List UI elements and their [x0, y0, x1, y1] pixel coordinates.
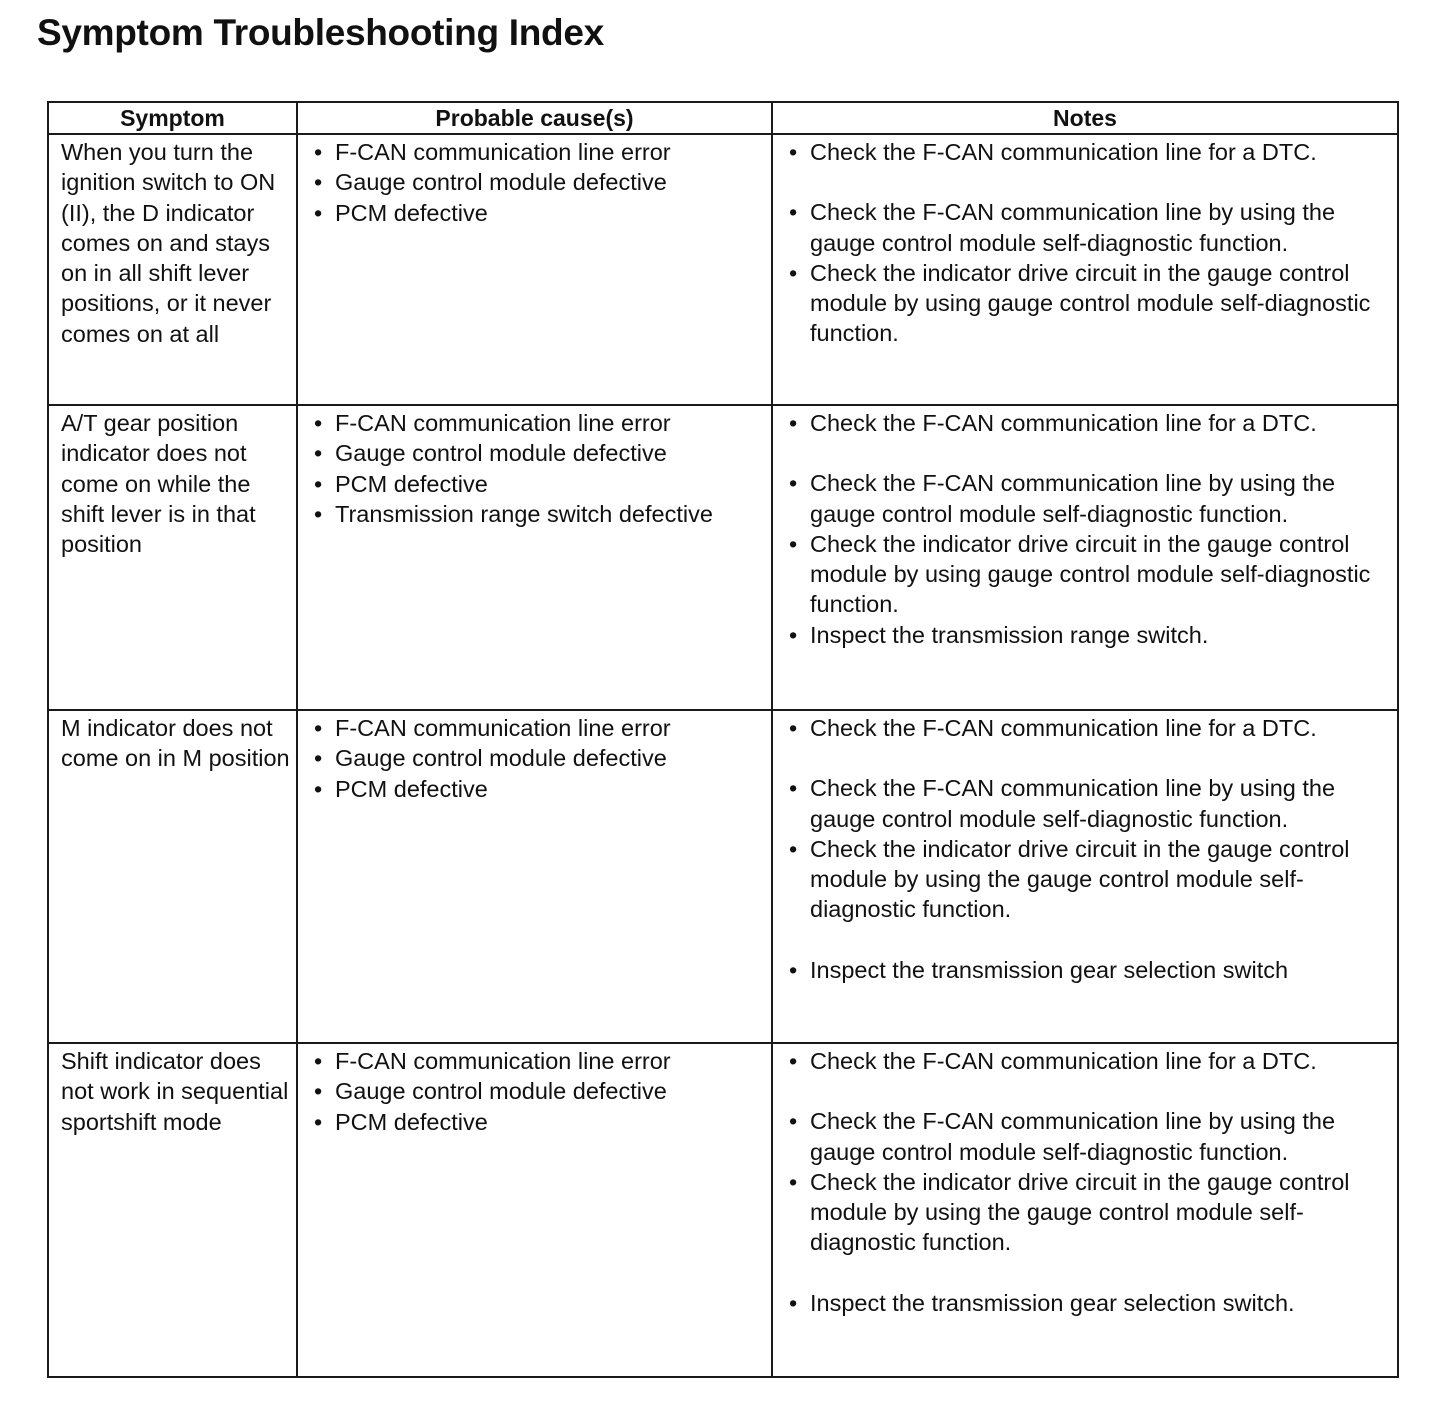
note-item: • Check the indicator drive circuit in the gauge control module by using gauge control module self-diagnostic function. — [785, 529, 1391, 620]
note-item: • Inspect the transmission gear selection switch — [785, 955, 1391, 985]
note-item: • Check the F-CAN communication line by using the gauge control module self-diagnostic function. — [785, 468, 1391, 529]
cause-item: • F-CAN communication line error — [310, 408, 765, 438]
cause-item: • F-CAN communication line error — [310, 713, 765, 743]
note-item: • Check the F-CAN communication line for a DTC. — [785, 408, 1391, 438]
notes-cell — [772, 405, 1398, 710]
note-item: • Inspect the transmission range switch. — [785, 620, 1391, 650]
cause-item: • F-CAN communication line error — [310, 137, 765, 167]
note-item: • Check the indicator drive circuit in the gauge control module by using the gauge control module self-diagnostic function. — [785, 834, 1391, 925]
causes-column-header: Probable cause(s) — [297, 102, 772, 134]
cause-item: • Gauge control module defective — [310, 743, 765, 773]
note-item: • Check the F-CAN communication line for a DTC. — [785, 713, 1391, 743]
cause-item: • Gauge control module defective — [310, 438, 765, 468]
cause-item: • F-CAN communication line error — [310, 1046, 765, 1076]
notes-column-header: Notes — [772, 102, 1398, 134]
cause-item: • PCM defective — [310, 198, 765, 228]
causes-list — [310, 408, 765, 529]
causes-list — [310, 137, 765, 228]
causes-cell — [297, 134, 772, 405]
symptom-cell: When you turn the ignition switch to ON (II), the D indicator comes on and stays on in all shift lever positions, or it never comes on at all — [48, 134, 297, 405]
symptom-cell: Shift indicator does not work in sequential sportshift mode — [48, 1043, 297, 1377]
cause-item: • Gauge control module defective — [310, 167, 765, 197]
note-item: • Check the F-CAN communication line by using the gauge control module self-diagnostic function. — [785, 773, 1391, 834]
note-item: • Check the F-CAN communication line by using the gauge control module self-diagnostic function. — [785, 197, 1391, 258]
note-item: • Check the indicator drive circuit in the gauge control module by using gauge control module self-diagnostic function. — [785, 258, 1391, 349]
notes-cell — [772, 1043, 1398, 1377]
cause-item: • PCM defective — [310, 1107, 765, 1137]
table-row — [48, 1043, 1398, 1377]
table-row — [48, 710, 1398, 1043]
page-title: Symptom Troubleshooting Index — [37, 12, 604, 53]
note-item: • Inspect the transmission gear selection switch. — [785, 1288, 1391, 1318]
causes-cell — [297, 710, 772, 1043]
note-item: • Check the indicator drive circuit in the gauge control module by using the gauge control module self-diagnostic function. — [785, 1167, 1391, 1258]
notes-list — [785, 713, 1391, 985]
note-item: • Check the F-CAN communication line for a DTC. — [785, 137, 1391, 167]
notes-list — [785, 137, 1391, 349]
causes-cell — [297, 405, 772, 710]
cause-item: • Transmission range switch defective — [310, 499, 765, 529]
causes-list — [310, 713, 765, 804]
note-item: • Check the F-CAN communication line by using the gauge control module self-diagnostic function. — [785, 1106, 1391, 1167]
symptom-column-header: Symptom — [48, 102, 297, 134]
cause-item: • PCM defective — [310, 774, 765, 804]
table-row — [48, 134, 1398, 405]
notes-cell — [772, 710, 1398, 1043]
symptom-troubleshooting-table — [47, 101, 1399, 1378]
notes-list — [785, 1046, 1391, 1318]
symptom-cell: A/T gear position indicator does not come on while the shift lever is in that position — [48, 405, 297, 710]
notes-list — [785, 408, 1391, 650]
cause-item: • Gauge control module defective — [310, 1076, 765, 1106]
notes-cell — [772, 134, 1398, 405]
causes-list — [310, 1046, 765, 1137]
symptom-cell: M indicator does not come on in M position — [48, 710, 297, 1043]
cause-item: • PCM defective — [310, 469, 765, 499]
causes-cell — [297, 1043, 772, 1377]
table-header-row — [48, 102, 1398, 134]
note-item: • Check the F-CAN communication line for a DTC. — [785, 1046, 1391, 1076]
table-row — [48, 405, 1398, 710]
